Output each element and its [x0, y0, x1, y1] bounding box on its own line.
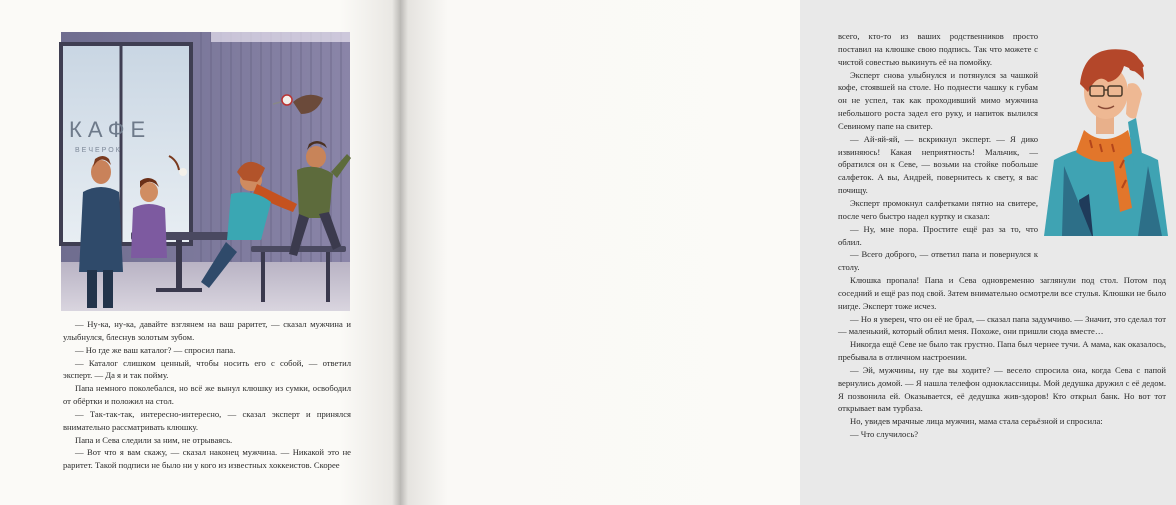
cafe-sign: КАФЕ — [69, 117, 152, 142]
paragraph: Никогда ещё Севе не было так грустно. Папа был чернее тучи. А мама, как оказалось, пребывала в отличном настроении. — [838, 339, 1166, 363]
paragraph: Но, увидев мрачные лица мужчин, мама стала серьёзной и спросила: — [850, 416, 1103, 427]
paragraph: Эксперт снова улыбнулся и потянулся за чашкой кофе, стоявшей на столе. Но поднести чашку к губам он не успел, так как проходивший мимо мужчина небольшого роста задел его руку, и напиток вылился Севиному папе на свитер. — [838, 69, 1038, 131]
paragraph: — Ну-ка, ну-ка, давайте взглянем на ваш раритет, — сказал мужчина и улыбнулся, блеснув золотым зубом. — [63, 319, 351, 342]
paragraph: — Ай-яй-яй, — вскрикнул эксперт. — Я дико извиняюсь! Какая неприятность! Мальчик, — обратился он к Севе, — возьми на стойке побольше салфеток. А вы, Андрей, повернитесь к свету, я вас почищу. — [838, 133, 1038, 196]
cafe-subsign: ВЕЧЕРОК — [75, 147, 122, 154]
paragraph: — Но я уверен, что он её не брал, — сказал папа задумчиво. — Значит, это сделал тот — маленький, который облил меня. Похоже, они пришли сюда вместе… — [838, 313, 1166, 337]
paragraph: — Вот что я вам скажу, — сказал наконец мужчина. — Никакой это не раритет. Такой подписи не было ни у кого из известных хоккеистов. Скорее — [63, 447, 351, 471]
paragraph: всего, кто-то из ваших родственников просто поставил на клюшке свою подпись. Так что можете с чистой совестью выкинуть её на помойку. — [838, 31, 1038, 67]
paragraph: Папа и Сева следили за ним, не отрываясь. — [75, 434, 233, 445]
paragraph: — Но где же ваш каталог? — спросил папа. — [75, 344, 236, 355]
paragraph: — Так-так-так, интересно-интересно, — сказал эксперт и принялся внимательно рассматривать клюшку. — [63, 408, 351, 432]
cafe-illustration — [61, 32, 350, 311]
paragraph: Клюшка пропала! Папа и Сева одновременно заглянули под стол. Потом под соседний и ещё раз под свой. Затем внимательно осмотрели все стулья. Клюшки не было нигде. Эксперт тоже исчез. — [838, 275, 1166, 311]
right-page — [400, 0, 1166, 505]
paragraph: — Эй, мужчины, ну где вы ходите? — весело спросила она, когда Сева с папой вернулись домой. — Я нашла телефон одноклассницы. Мой дедушка дружил с её дедом. Я позвонила ей. Оказывается, её дедушка жив-здоров! Кто открыл банк. Но вот тот открывает вам турбаза. — [838, 364, 1166, 414]
paragraph: — Ну, мне пора. Простите ещё раз за то, что облил. — [838, 223, 1038, 247]
paragraph: — Что случилось? — [850, 429, 919, 440]
text-beside-illustration — [838, 30, 1038, 274]
left-page-text — [63, 318, 351, 472]
right-page-text — [838, 30, 1166, 441]
paragraph: — Каталог слишком ценный, чтобы носить его с собой, — ответил эксперт. — Да я и так пойму. — [63, 357, 351, 381]
paragraph: Эксперт промокнул салфетками пятно на свитере, после чего быстро надел куртку и сказал: — [838, 197, 1038, 221]
paragraph: Папа немного поколебался, но всё же вынул клюшку из сумки, освободил от обёртки и положил на стол. — [63, 383, 351, 407]
paragraph: — Всего доброго, — ответил папа и повернулся к столу. — [838, 249, 1038, 273]
book-gutter — [392, 0, 408, 505]
left-page — [0, 0, 400, 505]
